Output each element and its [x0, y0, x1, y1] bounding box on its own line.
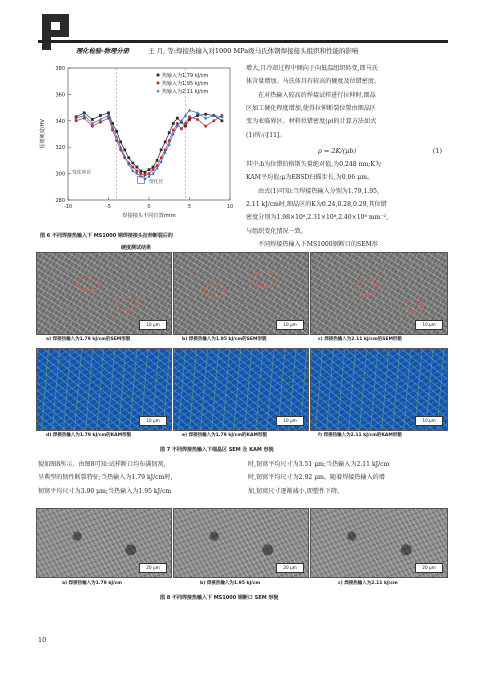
subfigure-label-c: c) 焊接热输入为2.11 kJ/cm的SEM形貌	[318, 337, 402, 342]
fracture-image-b	[173, 508, 309, 578]
text-line: (1)所示[11]。	[246, 131, 286, 139]
text-line: 密度分别为1.98×10⁸,2.31×10⁸,2.40×10⁸ mm⁻²,	[246, 214, 389, 222]
data-point	[180, 127, 183, 130]
data-point	[188, 115, 191, 118]
text-line: 韧窝平均尺寸为3.90 μm;当热输入为1.95 kJ/cm	[38, 487, 172, 495]
fracture-label-a: a) 焊接热输入为1.79 kJ/cm	[62, 581, 122, 586]
legend-label: 热输入为2.11 kJ/cm	[162, 88, 209, 95]
fracture-label-c: c) 焊接热输入为2.11 kJ/cm	[338, 581, 398, 586]
text-line: 加,韧窝尺寸逐渐减小,即塑性下降。	[248, 487, 344, 495]
data-point	[168, 131, 171, 134]
right-column-text	[246, 62, 446, 142]
data-point	[144, 171, 147, 174]
scale-bar: 20 μm	[415, 563, 443, 573]
data-point	[164, 141, 167, 144]
data-point	[143, 173, 146, 176]
data-point	[127, 156, 130, 159]
y-tick-label: 320	[55, 145, 65, 152]
data-point	[135, 166, 138, 169]
scale-bar: 10 μm	[139, 320, 167, 330]
data-point	[204, 125, 207, 128]
header-rule	[38, 40, 448, 43]
data-point	[99, 114, 102, 117]
data-point	[91, 125, 94, 128]
data-point	[196, 118, 199, 121]
y-tick-label: 280	[55, 198, 65, 204]
y-tick-label: 380	[55, 66, 65, 72]
fracture-label-b: b) 焊接热输入为1.95 kJ/cm	[200, 581, 261, 586]
zone-annotation: 熔化区	[149, 179, 164, 185]
data-point	[75, 119, 78, 122]
highlight-region	[355, 279, 379, 295]
figure6-caption: 图 6 不同焊接热输入下 MS1000 钢焊接接头拉伸断裂后的	[40, 233, 173, 239]
data-point	[99, 121, 102, 124]
x-tick-label: 5	[187, 204, 192, 210]
data-point	[131, 162, 134, 165]
y-tick-label: 340	[55, 118, 65, 125]
data-point	[123, 148, 126, 151]
data-point	[196, 114, 199, 117]
data-point	[172, 129, 175, 132]
x-tick-label: 10	[226, 204, 234, 210]
zone-annotation: 变化界区	[72, 170, 92, 176]
text-line: 其中:b为位错伯格斯矢量绝对值,为0.248 nm;K为	[246, 161, 381, 168]
subfigure-label-b: b) 焊接热输入为1.95 kJ/cm的SEM形貌	[182, 337, 267, 342]
scale-bar: 10 μm	[139, 416, 167, 426]
x-tick-label: 0	[147, 204, 151, 210]
text-line: 增大,且冷却过程中倾向于向低温组织转变,即马氏	[246, 65, 378, 72]
data-point	[152, 168, 155, 171]
text-line: 貌如图8所示。由图8可知:试样断口均布满韧窝,	[38, 461, 166, 468]
text-line: 体含量增加。马氏体具有较高的硬度及位错密度。	[246, 78, 381, 86]
x-axis-label: 焊接接头不同位置/mm	[122, 213, 176, 219]
highlight-region	[405, 299, 423, 311]
figure6-caption-line2: 硬度测试结果	[121, 245, 152, 251]
legend-marker	[157, 74, 160, 77]
data-point	[148, 168, 151, 171]
legend-label: 热输入为1.95 kJ/cm	[162, 80, 209, 87]
data-point	[184, 122, 187, 125]
equation-number: (1)	[432, 147, 442, 155]
bottom-left-text	[38, 458, 238, 498]
hardness-chart	[36, 60, 238, 232]
text-line: 在对热输入较高的焊接试样进行拉伸时,细晶	[258, 91, 376, 99]
highlight-region	[77, 275, 101, 291]
data-point	[156, 159, 159, 162]
data-point	[152, 166, 155, 169]
x-tick-label: -5	[106, 204, 111, 210]
data-point	[176, 117, 179, 120]
text-line: KAM平均值;μ为EBSD扫描步长,为0.06 μm。	[246, 174, 374, 182]
sem-image-c	[310, 252, 448, 335]
scale-bar: 10 μm	[276, 416, 304, 426]
scale-bar: 10 μm	[276, 320, 304, 330]
highlight-region	[204, 283, 226, 297]
data-point	[212, 119, 215, 122]
data-point	[221, 119, 224, 122]
data-point	[172, 122, 175, 125]
subfigure-label-e: e) 焊接热输入为1.79 kJ/cm的KAM形貌	[182, 433, 267, 438]
fracture-image-c	[310, 508, 448, 578]
scale-bar: 10 μm	[415, 416, 443, 426]
right-column-text-2	[246, 158, 446, 251]
data-point	[83, 117, 86, 120]
subfigure-label-d: d) 焊接热输入为1.79 kJ/cm的KAM形貌	[46, 433, 132, 438]
text-line: 时,韧窝平均尺寸为3.51 μm;当热输入为2.11 kJ/cm	[248, 461, 390, 468]
journal-section-tag: 理化检验-物理分册	[76, 48, 129, 55]
text-line: 与组织变化情况一致。	[246, 227, 307, 235]
y-tick-label: 300	[55, 171, 65, 178]
subfigure-label-a: a) 焊接热输入为1.79 kJ/cm的SEM形貌	[46, 337, 131, 342]
highlight-region	[117, 297, 137, 311]
figure7-caption: 图 7 不同焊接热输入下细晶区 SEM 及 KAM 形貌	[160, 447, 274, 453]
x-tick-label: -10	[63, 204, 73, 210]
sem-image-a	[36, 252, 172, 335]
scale-bar: 20 μm	[139, 563, 167, 573]
legend-label: 热输入为1.79 kJ/cm	[162, 72, 209, 79]
scale-bar: 20 μm	[276, 563, 304, 573]
highlight-region	[252, 271, 278, 287]
data-point	[119, 141, 122, 144]
bottom-right-text	[248, 458, 448, 498]
text-line: 2.11 kJ/cm时,细晶区的K为0.24,0.28,0.29,其位错	[246, 201, 387, 209]
text-line: 由式(1)可知:当焊接热输入分别为1.79,1.95,	[258, 187, 379, 195]
kam-image-d	[36, 348, 172, 431]
y-tick-label: 360	[55, 92, 65, 99]
text-line: 区加工硬化程度增加,使得拉伸断裂位置由细晶区	[246, 105, 376, 113]
running-title: 王 月, 等:焊接热输入对1000 MPa级马氏体钢焊接接头组织和性能的影响	[148, 47, 359, 55]
y-axis-label: 显微硬度/HV	[40, 119, 46, 149]
text-line: 呈典型的韧性断裂特征;当热输入为1.79 kJ/cm时,	[38, 474, 173, 482]
scale-bar: 10 μm	[415, 320, 443, 330]
data-point	[91, 118, 94, 121]
legend-marker	[157, 82, 160, 85]
fracture-image-a	[36, 508, 172, 578]
data-point	[140, 170, 143, 173]
data-point	[131, 166, 134, 169]
equation-body: ρ = 2K/(μb)	[318, 147, 357, 155]
journal-logo	[38, 12, 74, 52]
text-line: 不同焊接热输入下MS1000钢断口的SEM形	[258, 241, 379, 249]
kam-image-e	[173, 348, 309, 431]
page-number: 10	[38, 636, 47, 644]
subfigure-label-f: f) 焊接热输入为2.11 kJ/cm的KAM形貌	[318, 433, 402, 438]
text-line: 时,韧窝平均尺寸为2.92 μm。随着焊接热输入的增	[248, 474, 385, 482]
data-point	[115, 130, 118, 133]
data-point	[160, 148, 163, 151]
data-point	[204, 113, 207, 116]
figure8-caption: 图 8 不同焊接热输入下 MS1000 钢断口 SEM 形貌	[160, 595, 279, 601]
text-line: 变为亚临界区。材料位错密度(ρ)的计算方法如式	[246, 118, 377, 126]
sem-image-b	[173, 252, 309, 335]
kam-image-f	[310, 348, 448, 431]
